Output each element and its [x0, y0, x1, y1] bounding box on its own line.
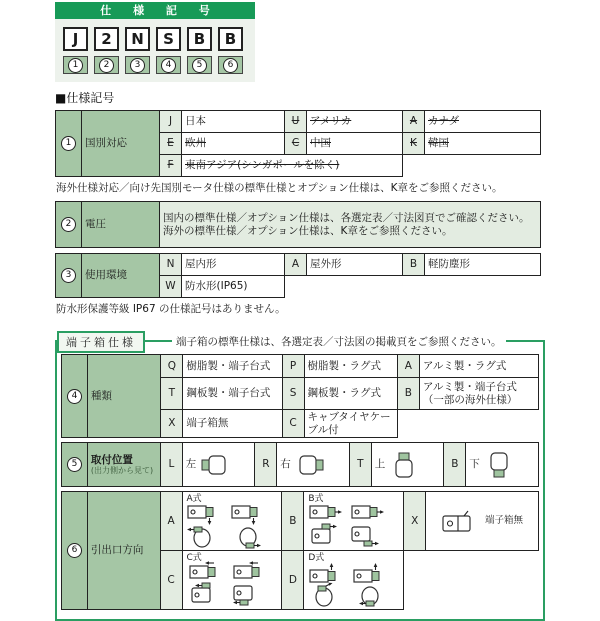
code-cell: E — [160, 133, 182, 155]
voltage-table — [55, 201, 541, 248]
position-number-box — [63, 56, 88, 74]
row-number-cell — [62, 492, 88, 610]
desc-cell — [466, 443, 539, 487]
code-cell: B — [403, 254, 425, 276]
outlet-c-label: C式 — [186, 553, 202, 564]
terminal-box-label: 端子箱仕様 — [57, 331, 145, 353]
code-cell: A — [285, 254, 307, 276]
outlet-direction-c-diagram — [186, 560, 278, 608]
row-label: 国別対応 — [82, 111, 160, 177]
desc-cell: アメリカ — [307, 111, 403, 133]
code-cell: A — [403, 111, 425, 133]
row-number-cell — [56, 111, 82, 177]
code-box: N — [125, 27, 150, 51]
position-text: 左 — [185, 458, 197, 471]
circled-number: 1 — [61, 136, 76, 151]
code-cell: J — [160, 111, 182, 133]
outlet-b-cell — [304, 492, 404, 551]
blank-cell — [404, 551, 539, 610]
circled-number: 5 — [67, 457, 82, 472]
position-number-box — [187, 56, 212, 74]
position-number-box — [156, 56, 181, 74]
desc-cell: 端子箱無 — [183, 410, 282, 438]
desc-cell: 韓国 — [425, 133, 541, 155]
circled-number: 2 — [99, 58, 114, 73]
position-text: 下 — [469, 458, 480, 471]
circled-number: 6 — [67, 543, 82, 558]
code-cell: X — [161, 410, 183, 438]
spec-code-title: 仕 様 記 号 — [55, 2, 255, 19]
code-cell: U — [285, 111, 307, 133]
code-cell: C — [160, 551, 182, 610]
row-label: 使用環境 — [82, 254, 160, 298]
blank-cell — [403, 155, 541, 177]
outlet-b-label: B式 — [308, 494, 324, 505]
circled-number: 4 — [67, 389, 82, 404]
voltage-line-2: 海外の標準仕様／オプション仕様は、K章をご参照ください。 — [163, 224, 453, 237]
outlet-table — [61, 491, 539, 610]
terminal-box-note: 端子箱の標準仕様は、各選定表／寸法図の掲載頁をご参照ください。 — [172, 334, 506, 349]
circled-number: 3 — [130, 58, 145, 73]
desc-cell: アルミ製・ラグ式 — [419, 355, 538, 378]
code-box: B — [218, 27, 243, 51]
desc-cell: 鋼板製・ラグ式 — [304, 378, 397, 410]
code-cell: F — [160, 155, 182, 177]
desc-line-2: （一部の海外仕様） — [422, 393, 518, 406]
code-cell: C — [282, 410, 304, 438]
position-number-box — [94, 56, 119, 74]
desc-cell: 鋼板製・端子台式 — [183, 378, 282, 410]
desc-cell: 中国 — [307, 133, 403, 155]
code-cell: X — [404, 492, 426, 551]
outlet-d-label: D式 — [308, 553, 325, 564]
outlet-a-label: A式 — [186, 494, 202, 505]
voltage-text-cell — [160, 202, 541, 248]
outlet-direction-a-diagram — [186, 501, 278, 549]
outlet-direction-b-diagram — [308, 501, 400, 549]
desc-cell — [182, 443, 255, 487]
environment-note: 防水形保護等級 IP67 の仕様記号はありません。 — [56, 303, 286, 315]
outlet-direction-d-diagram — [308, 560, 400, 608]
desc-cell: 欧州 — [182, 133, 285, 155]
row-label — [87, 443, 160, 487]
terminal-box-section — [55, 336, 545, 621]
country-table — [55, 110, 541, 177]
position-table — [61, 442, 539, 487]
voltage-line-1: 国内の標準仕様／オプション仕様は、各選定表／寸法図頁でご確認ください。 — [163, 211, 530, 224]
code-cell: N — [160, 254, 182, 276]
desc-cell: カナダ — [425, 111, 541, 133]
desc-cell: 東南アジア(シンガポールを除く) — [182, 155, 403, 177]
code-box: 2 — [94, 27, 119, 51]
code-cell: W — [160, 276, 182, 298]
circled-number: 3 — [61, 268, 76, 283]
position-text: 右 — [280, 458, 291, 471]
section-heading: ■仕様記号 — [55, 91, 115, 105]
row-number-cell — [56, 202, 82, 248]
desc-cell: 樹脂製・端子台式 — [183, 355, 282, 378]
code-cell: A — [160, 492, 182, 551]
desc-cell: 防水形(IP65) — [182, 276, 285, 298]
code-box: J — [63, 27, 88, 51]
desc-cell: 屋外形 — [307, 254, 403, 276]
desc-cell — [371, 443, 444, 487]
motor-box-right-icon — [294, 452, 326, 478]
desc-cell: 日本 — [182, 111, 285, 133]
blank-cell — [285, 276, 541, 298]
desc-cell: 軽防塵形 — [425, 254, 541, 276]
code-cell: T — [161, 378, 183, 410]
motor-box-left-icon — [199, 452, 231, 478]
code-cell: P — [282, 355, 304, 378]
row-label: 種類 — [87, 355, 160, 438]
code-box: S — [156, 27, 181, 51]
position-label: 取付位置 — [90, 453, 133, 466]
spec-code-panel — [55, 19, 255, 82]
outlet-d-cell — [304, 551, 404, 610]
blank-cell — [397, 410, 538, 438]
code-cell: A — [397, 355, 419, 378]
environment-table — [55, 253, 541, 298]
row-label: 電圧 — [82, 202, 160, 248]
code-cell: L — [160, 443, 182, 487]
position-number-box — [125, 56, 150, 74]
code-cell: Q — [161, 355, 183, 378]
code-cell: T — [349, 443, 371, 487]
code-cell: K — [403, 133, 425, 155]
code-cell: B — [397, 378, 419, 410]
desc-line-1: アルミ製・端子台式 — [422, 380, 517, 393]
row-label: 引出口方向 — [87, 492, 160, 610]
desc-cell — [277, 443, 350, 487]
code-row — [63, 27, 255, 51]
position-text: 上 — [374, 458, 386, 471]
no-terminal-box-motor-icon — [441, 509, 477, 533]
circled-number: 2 — [61, 217, 76, 232]
outlet-c-cell — [182, 551, 282, 610]
desc-cell: 樹脂製・ラグ式 — [304, 355, 397, 378]
code-cell: C — [285, 133, 307, 155]
outlet-x-cell — [426, 492, 539, 551]
country-note: 海外仕様対応／向け先国別モータ仕様の標準仕様とオプション仕様は、K章をご参照ください。 — [56, 182, 503, 194]
desc-cell: キャブタイヤケーブル付 — [304, 410, 397, 438]
row-number-cell — [62, 355, 88, 438]
motor-box-top-icon — [388, 451, 420, 479]
code-cell: S — [282, 378, 304, 410]
circled-number: 5 — [192, 58, 207, 73]
circled-number: 1 — [68, 58, 83, 73]
code-cell: D — [282, 551, 304, 610]
code-cell: B — [444, 443, 466, 487]
position-number-box — [218, 56, 243, 74]
row-number-cell — [56, 254, 82, 298]
circled-number: 6 — [223, 58, 238, 73]
outlet-a-cell — [182, 492, 282, 551]
desc-cell — [419, 378, 538, 410]
code-cell: B — [282, 492, 304, 551]
desc-cell: 屋内形 — [182, 254, 285, 276]
spec-code-block — [55, 2, 600, 82]
row-number-cell — [62, 443, 88, 487]
position-sublabel: (出力側から見て) — [90, 466, 154, 476]
code-box: B — [187, 27, 212, 51]
code-cell: R — [255, 443, 277, 487]
kind-table — [61, 354, 539, 438]
circled-number: 4 — [161, 58, 176, 73]
motor-box-bottom-icon — [483, 451, 515, 479]
position-number-row — [63, 56, 255, 74]
outlet-x-label: 端子箱無 — [485, 515, 524, 527]
